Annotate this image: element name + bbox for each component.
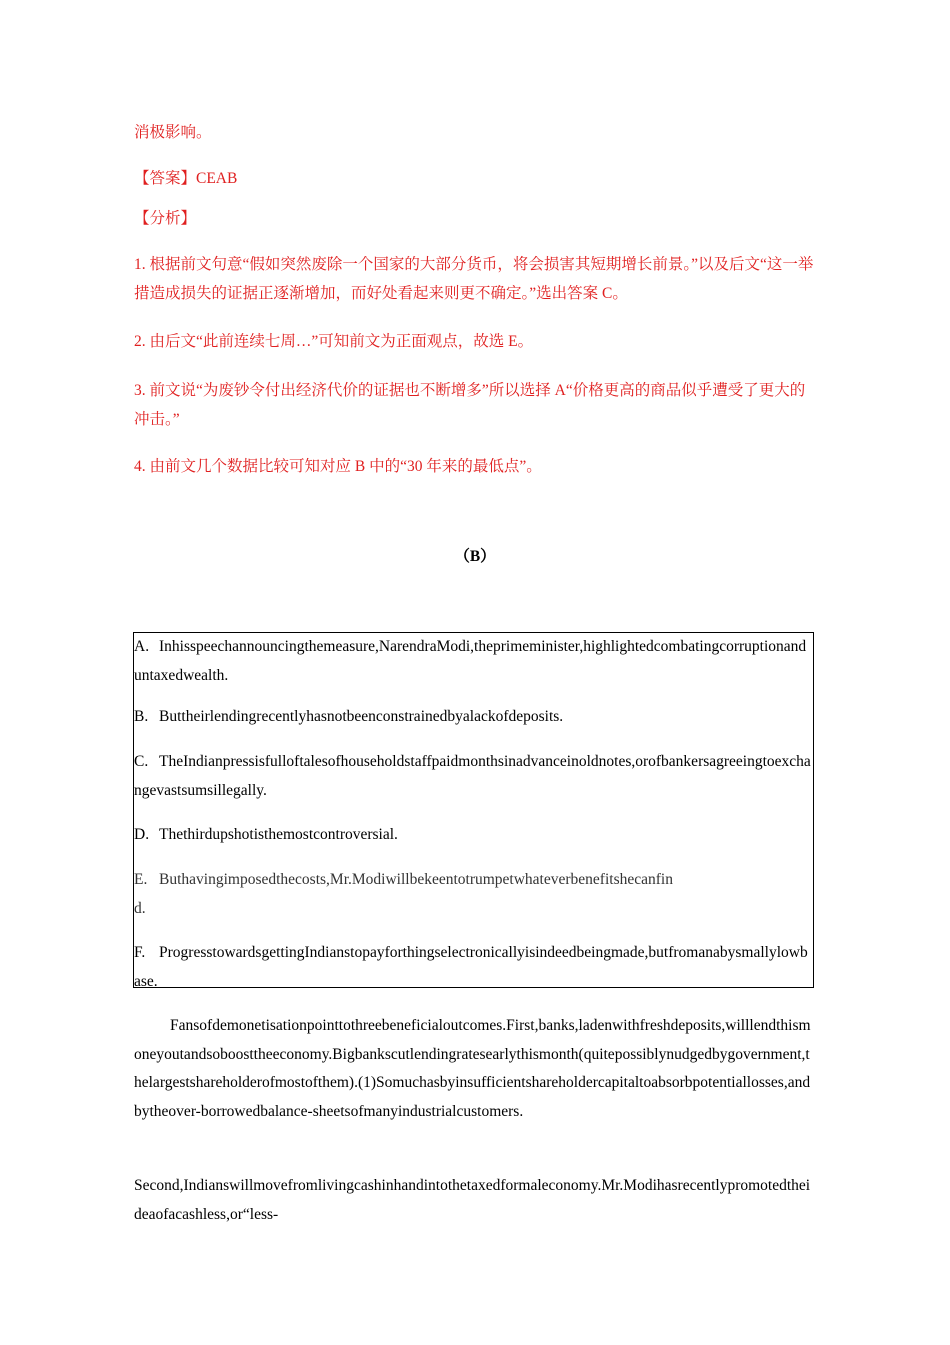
intro-line: 消极影响。 — [134, 124, 212, 141]
option-b — [134, 703, 813, 732]
option-a — [134, 633, 813, 690]
option-text: Inhisspeechannouncingthemeasure,NarendraModi,theprimeminister,highlightedcombatingcorruptionanduntaxedwealth. — [134, 638, 807, 684]
analysis-label: 【分析】 — [134, 210, 197, 227]
option-letter: A. — [134, 638, 150, 655]
option-c — [134, 748, 813, 805]
analysis-item-4: 4. 由前文几个数据比较可知对应 B 中的“30 年来的最低点”。 — [134, 458, 542, 475]
passage-paragraph-2: Second,Indianswillmovefromlivingcashinhandintothetaxedformaleconomy.Mr.Modihasrecentlypromotedtheideaofacashless,or“less- — [134, 1177, 811, 1223]
option-f — [134, 939, 813, 996]
option-d — [134, 821, 813, 850]
option-text: Buthavingimposedthecosts,Mr.Modiwillbekeentotrumpetwhateverbenefitshecanfind. — [134, 871, 673, 917]
analysis-item-2: 2. 由后文“此前连续七周…”可知前文为正面观点，故选 E。 — [134, 333, 534, 350]
answer-label: 【答案】CEAB — [134, 170, 238, 187]
option-letter: E. — [134, 871, 148, 888]
option-text: ProgresstowardsgettingIndianstopayforthingselectronicallyisindeedbeingmade,butfromanabysmallylowbase. — [134, 944, 808, 990]
option-text: TheIndianpressisfulloftalesofhouseholdstaffpaidmonthsinadvanceinoldnotes,orofbankersagreeingtoexchangevastsumsillegally. — [134, 753, 811, 799]
analysis-item-3: 3. 前文说“为废钞令付出经济代价的证据也不断增多”所以选择 A“价格更高的商品似乎遭受了更大的冲击。” — [134, 382, 806, 428]
option-letter: B. — [134, 708, 149, 725]
passage-paragraph-1: Fansofdemonetisationpointtothreebeneficialoutcomes.First,banks,ladenwithfreshdeposits,willlendthismoneyoutandsoboosttheeconomy.Bigbankscutlendingratesearlythismonth(quitepossiblynudgedbygovernment,thelargestshareholderofmostofthem).(1)Somuchasbyinsufficientshareholdercapitaltoabsorbpotentiallosses,andbytheover-borrowedbalance-sheetsofmanyindustrialcustomers. — [134, 1017, 811, 1120]
option-text: Buttheirlendingrecentlyhasnotbeenconstrainedbyalackofdeposits. — [159, 708, 564, 725]
option-letter: D. — [134, 826, 150, 843]
option-letter: F. — [134, 944, 146, 961]
option-text: Thethirdupshotisthemostcontroversial. — [159, 826, 398, 843]
option-letter: C. — [134, 753, 149, 770]
options-box — [133, 632, 814, 988]
option-e — [134, 866, 674, 923]
section-title: （B） — [454, 548, 496, 565]
analysis-item-1: 1. 根据前文句意“假如突然废除一个国家的大部分货币，将会损害其短期增长前景。”以及后文“这一举措造成损失的证据正逐渐增加，而好处看起来则更不确定。”选出答案 C。 — [134, 256, 814, 302]
